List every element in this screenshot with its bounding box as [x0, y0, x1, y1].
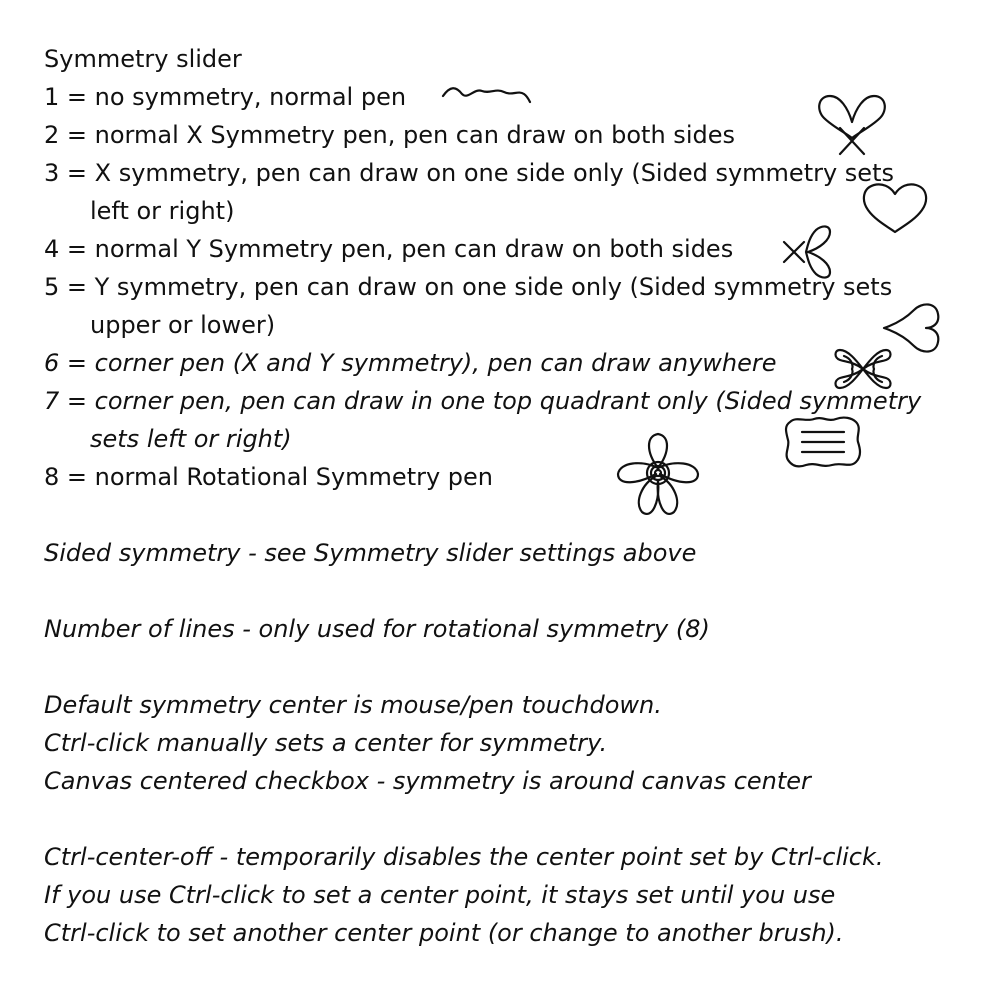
- slider-setting-4: 4 = normal Y Symmetry pen, pen can draw on both sides: [44, 235, 734, 263]
- section-gap: [44, 572, 984, 610]
- crossed-heart-doodle: [812, 88, 892, 156]
- slider-setting-8: 8 = normal Rotational Symmetry pen: [44, 463, 494, 491]
- sideways-crossed-heart-doodle: [780, 224, 840, 280]
- ctrl-click-center-note: Ctrl-click manually sets a center for symmetry.: [44, 729, 608, 757]
- ctrl-center-off-note: Ctrl-center-off - temporarily disables the center point set by Ctrl-click.: [44, 843, 884, 871]
- document-body: [44, 40, 984, 952]
- section-gap: [44, 648, 984, 686]
- slider-setting-5-continued: upper or lower): [90, 311, 276, 339]
- number-of-lines-note: Number of lines - only used for rotational symmetry (8): [44, 615, 710, 643]
- sided-symmetry-note: Sided symmetry - see Symmetry slider settings above: [44, 539, 697, 567]
- default-center-note: Default symmetry center is mouse/pen touchdown.: [44, 691, 662, 719]
- heart-doodle: [858, 180, 932, 236]
- section-gap: [44, 800, 984, 838]
- center-point-stays-note: If you use Ctrl-click to set a center point, it stays set until you use: [44, 881, 836, 909]
- slider-setting-6: 6 = corner pen (X and Y symmetry), pen can draw anywhere: [44, 349, 777, 377]
- slider-setting-3-continued: left or right): [90, 197, 235, 225]
- flower-doodle: [612, 430, 704, 520]
- change-center-point-note: Ctrl-click to set another center point (or change to another brush).: [44, 919, 844, 947]
- squiggle-doodle: [440, 82, 535, 106]
- slider-setting-3: 3 = X symmetry, pen can draw on one side only (Sided symmetry sets: [44, 159, 894, 187]
- section-gap: [44, 496, 984, 534]
- slider-setting-7-continued: sets left or right): [90, 425, 292, 453]
- slider-setting-2: 2 = normal X Symmetry pen, pen can draw on both sides: [44, 121, 735, 149]
- canvas-centered-note: Canvas centered checkbox - symmetry is around canvas center: [44, 767, 811, 795]
- four-way-heart-doodle: [830, 344, 896, 394]
- slider-setting-1: 1 = no symmetry, normal pen: [44, 83, 407, 111]
- scalloped-frame-doodle: [782, 414, 864, 470]
- symmetry-slider-title: Symmetry slider: [44, 45, 242, 73]
- slider-setting-5: 5 = Y symmetry, pen can draw on one side only (Sided symmetry sets: [44, 273, 893, 301]
- slider-setting-7: 7 = corner pen, pen can draw in one top quadrant only (Sided symmetry: [44, 387, 922, 415]
